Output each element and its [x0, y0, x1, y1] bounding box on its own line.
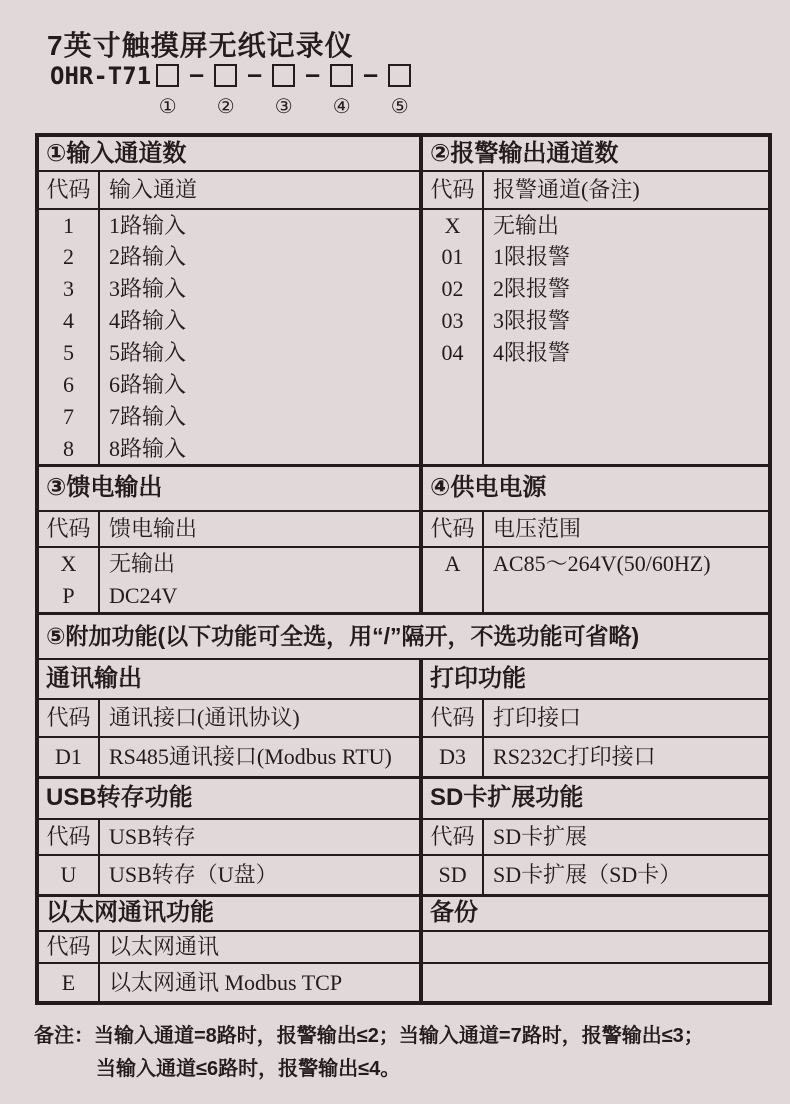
page-title: 7英寸触摸屏无纸记录仪: [47, 30, 354, 61]
model-slot-3: [270, 62, 297, 118]
desc-cell: 5路输入: [109, 340, 187, 366]
desc-header: 电压范围: [483, 511, 770, 547]
section5-banner: ⑤附加功能(以下功能可全选，用“/”隔开，不选功能可省略): [37, 613, 770, 659]
note-line-1: 备注：当输入通道=8路时，报警输出≤2；当输入通道=7路时，报警输出≤3；: [34, 1025, 704, 1047]
slot-number-label: ④: [332, 96, 351, 118]
comm-title: 通讯输出: [37, 659, 421, 699]
model-code-box: [272, 64, 295, 87]
section4-title: ④供电电源: [421, 465, 770, 511]
dash-separator: –: [248, 63, 262, 88]
dash-separator: –: [190, 63, 204, 88]
desc-cell: RS232C打印接口: [493, 744, 656, 770]
note-line-2: 当输入通道≤6路时，报警输出≤4。: [96, 1058, 401, 1080]
desc-cell: 以太网通讯 Modbus TCP: [109, 969, 343, 995]
slot-number-label: ③: [274, 96, 293, 118]
empty-desc-cell: [483, 579, 770, 613]
desc-cell: 2限报警: [493, 276, 571, 302]
code-cell: D3: [421, 737, 483, 777]
empty-backup-row: [421, 963, 770, 1003]
note-label: 备注：: [34, 1025, 94, 1047]
model-code-box: [388, 64, 411, 87]
model-slot-1: [154, 62, 181, 118]
code-header: 代码: [421, 511, 483, 547]
ethernet-title: 以太网通讯功能: [37, 895, 421, 931]
code-cell: E: [37, 963, 99, 1003]
model-code-box: [156, 64, 179, 87]
desc-header: 报警通道(备注): [483, 171, 770, 209]
code-cell: P: [37, 579, 99, 613]
desc-header: USB转存: [99, 819, 421, 855]
code-cell: X: [421, 209, 483, 241]
code-cell: D1: [37, 737, 99, 777]
desc-cell: 2路输入: [109, 244, 187, 270]
code-cell: 8: [37, 433, 99, 465]
desc-header: 打印接口: [483, 699, 770, 737]
desc-cell: 4限报警: [493, 340, 571, 366]
code-header: 代码: [421, 171, 483, 209]
dash-separator: –: [306, 63, 320, 88]
desc-cell: 7路输入: [109, 404, 187, 430]
backup-title: 备份: [421, 895, 770, 931]
code-cell: 3: [37, 273, 99, 305]
desc-header: SD卡扩展: [483, 819, 770, 855]
code-header: 代码: [37, 699, 99, 737]
desc-header: 以太网通讯: [99, 931, 421, 963]
empty-desc-cell: [483, 369, 770, 465]
desc-cell: 6路输入: [109, 372, 187, 398]
dash-separator: –: [364, 63, 378, 88]
code-header: 代码: [37, 511, 99, 547]
code-cell: 1: [37, 209, 99, 241]
desc-cell: DC24V: [109, 582, 178, 608]
code-cell: 01: [421, 241, 483, 273]
code-cell: 6: [37, 369, 99, 401]
desc-header: 馈电输出: [99, 511, 421, 547]
model-prefix: OHR-T71: [50, 62, 152, 90]
code-cell: 4: [37, 305, 99, 337]
code-cell: 03: [421, 305, 483, 337]
desc-cell: 3限报警: [493, 308, 571, 334]
slot-number-label: ②: [216, 96, 235, 118]
desc-cell: AC85～264V(50/60HZ): [493, 550, 711, 576]
desc-cell: 4路输入: [109, 308, 187, 334]
desc-cell: SD卡扩展（SD卡）: [493, 862, 682, 888]
model-slot-2: [212, 62, 239, 118]
section1-title: ①输入通道数: [37, 135, 421, 171]
usb-title: USB转存功能: [37, 777, 421, 819]
desc-cell: 1路输入: [109, 212, 187, 238]
ordering-table: [35, 133, 772, 1005]
model-code-line: [50, 62, 413, 118]
desc-cell: 3路输入: [109, 276, 187, 302]
print-title: 打印功能: [421, 659, 770, 699]
model-slot-5: [386, 62, 413, 118]
desc-cell: 8路输入: [109, 435, 187, 461]
code-header: 代码: [37, 931, 99, 963]
code-header: 代码: [37, 819, 99, 855]
code-cell: U: [37, 855, 99, 895]
model-code-box: [214, 64, 237, 87]
empty-code-cell: [421, 369, 483, 465]
section3-title: ③馈电输出: [37, 465, 421, 511]
code-header: 代码: [37, 171, 99, 209]
code-cell: 04: [421, 337, 483, 369]
desc-cell: RS485通讯接口(Modbus RTU): [109, 744, 392, 770]
desc-cell: 无输出: [109, 550, 176, 576]
model-slot-4: [328, 62, 355, 118]
desc-cell: 无输出: [493, 212, 560, 238]
slot-number-label: ①: [158, 96, 177, 118]
desc-cell: 1限报警: [493, 244, 571, 270]
code-cell: SD: [421, 855, 483, 895]
sd-title: SD卡扩展功能: [421, 777, 770, 819]
footer-note: [34, 1020, 704, 1086]
empty-backup-row: [421, 931, 770, 963]
code-cell: 5: [37, 337, 99, 369]
code-cell: 7: [37, 401, 99, 433]
code-header: 代码: [421, 819, 483, 855]
code-cell: A: [421, 547, 483, 579]
code-cell: 2: [37, 241, 99, 273]
section2-title: ②报警输出通道数: [421, 135, 770, 171]
desc-header: 通讯接口(通讯协议): [99, 699, 421, 737]
desc-cell: USB转存（U盘）: [109, 862, 278, 888]
model-code-box: [330, 64, 353, 87]
empty-code-cell: [421, 579, 483, 613]
code-cell: 02: [421, 273, 483, 305]
code-cell: X: [37, 547, 99, 579]
slot-number-label: ⑤: [390, 96, 409, 118]
desc-header: 输入通道: [99, 171, 421, 209]
code-header: 代码: [421, 699, 483, 737]
